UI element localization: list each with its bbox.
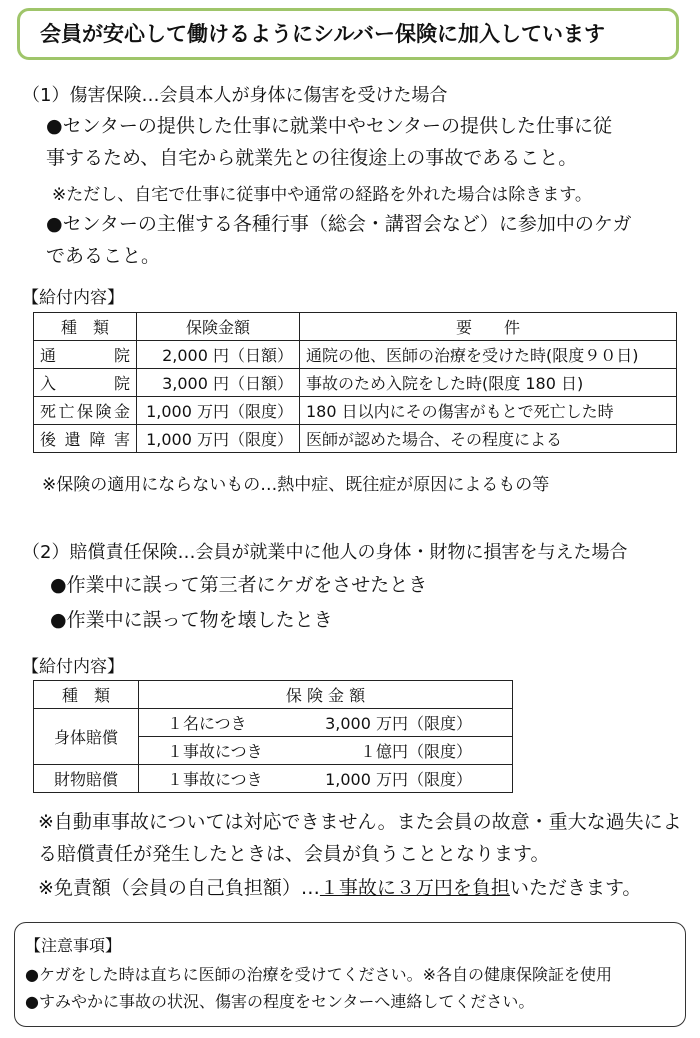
property-liability-label: 財物賠償	[34, 765, 139, 793]
caution-line1: ●ケガをした時は直ちに医師の治療を受けてください。※各自の健康保険証を使用	[25, 965, 613, 984]
page-title: 会員が安心して働けるようにシルバー保険に加入しています	[17, 8, 679, 60]
row-requirement: 医師が認めた場合、その程度による	[300, 425, 677, 453]
row-amount: 3,000 円（日額）	[137, 369, 300, 397]
row-type: 後遺障害	[34, 425, 137, 453]
table-header-row	[34, 681, 513, 709]
table-header-row	[34, 313, 677, 341]
section1-bullet2-line2: であること。	[46, 245, 161, 267]
table-row	[34, 425, 677, 453]
row-type: 死亡保険金	[34, 397, 137, 425]
row-requirement: 180 日以内にその傷害がもとで死亡した時	[300, 397, 677, 425]
section1-bullet1-line1: ●センターの提供した仕事に就業中やセンターの提供した仕事に従	[46, 115, 613, 137]
header-amount: 保険金額	[137, 313, 300, 341]
row-requirement: 通院の他、医師の治療を受けた時(限度９０日)	[300, 341, 677, 369]
body-liability-label: 身体賠償	[34, 709, 139, 765]
section1-bullet2-line1: ●センターの主催する各種行事（総会・講習会など）に参加中のケガ	[46, 213, 632, 235]
body-row2-unit: １事故につき	[139, 737, 294, 765]
section2-note-line2: る賠償責任が発生したときは、会員が負うこととなります。	[38, 843, 550, 865]
section1-note: ※ただし、自宅で仕事に従事中や通常の経路を外れた場合は除きます。	[52, 185, 592, 205]
body-row1-unit: １名につき	[139, 709, 294, 737]
section2-bullet2: ●作業中に誤って物を壊したとき	[50, 609, 333, 631]
deductible-amount: １事故に３万円を負担	[319, 877, 510, 899]
body-row2-amount: １億円（限度）	[293, 737, 513, 765]
table-row	[34, 709, 513, 737]
row-type: 通院	[34, 341, 137, 369]
section1-heading: （1）傷害保険…会員本人が身体に傷害を受けた場合	[22, 85, 448, 106]
body-row1-amount: 3,000 万円（限度）	[293, 709, 513, 737]
section2-note-line1: ※自動車事故については対応できません。また会員の故意・重大な過失によ	[38, 811, 682, 833]
section2-benefit-label: 【給付内容】	[22, 657, 124, 677]
caution-box	[14, 922, 686, 1027]
section2-deductible	[38, 872, 641, 904]
section2-heading: （2）賠償責任保険…会員が就業中に他人の身体・財物に損害を与えた場合	[22, 542, 628, 563]
table-row	[34, 765, 513, 793]
row-amount: 1,000 万円（限度）	[137, 397, 300, 425]
header-type: 種 類	[34, 681, 139, 709]
header-amount: 保 険 金 額	[139, 681, 513, 709]
liability-benefit-table	[33, 680, 513, 793]
section1-bullet1-line2: 事するため、自宅から就業先との往復途上の事故であること。	[46, 147, 578, 169]
section1-benefit-label: 【給付内容】	[22, 288, 124, 308]
table-row	[34, 369, 677, 397]
table-row	[34, 397, 677, 425]
header-requirement: 要 件	[300, 313, 677, 341]
injury-benefit-table	[33, 312, 677, 453]
caution-line2: ●すみやかに事故の状況、傷害の程度をセンターへ連絡してください。	[25, 992, 535, 1011]
deductible-suffix: いただきます。	[509, 877, 642, 899]
row-amount: 1,000 万円（限度）	[137, 425, 300, 453]
property-amount: 1,000 万円（限度）	[293, 765, 513, 793]
caution-title: 【注意事項】	[25, 936, 122, 955]
row-requirement: 事故のため入院をした時(限度 180 日)	[300, 369, 677, 397]
section2-bullet1: ●作業中に誤って第三者にケガをさせたとき	[50, 574, 428, 596]
section1-exclusion: ※保険の適用にならないもの…熱中症、既往症が原因によるもの等	[42, 475, 550, 495]
deductible-prefix: ※免責額（会員の自己負担額）…	[38, 877, 320, 899]
row-amount: 2,000 円（日額）	[137, 341, 300, 369]
header-type: 種 類	[34, 313, 137, 341]
property-unit: １事故につき	[139, 765, 294, 793]
row-type: 入院	[34, 369, 137, 397]
table-row	[34, 341, 677, 369]
